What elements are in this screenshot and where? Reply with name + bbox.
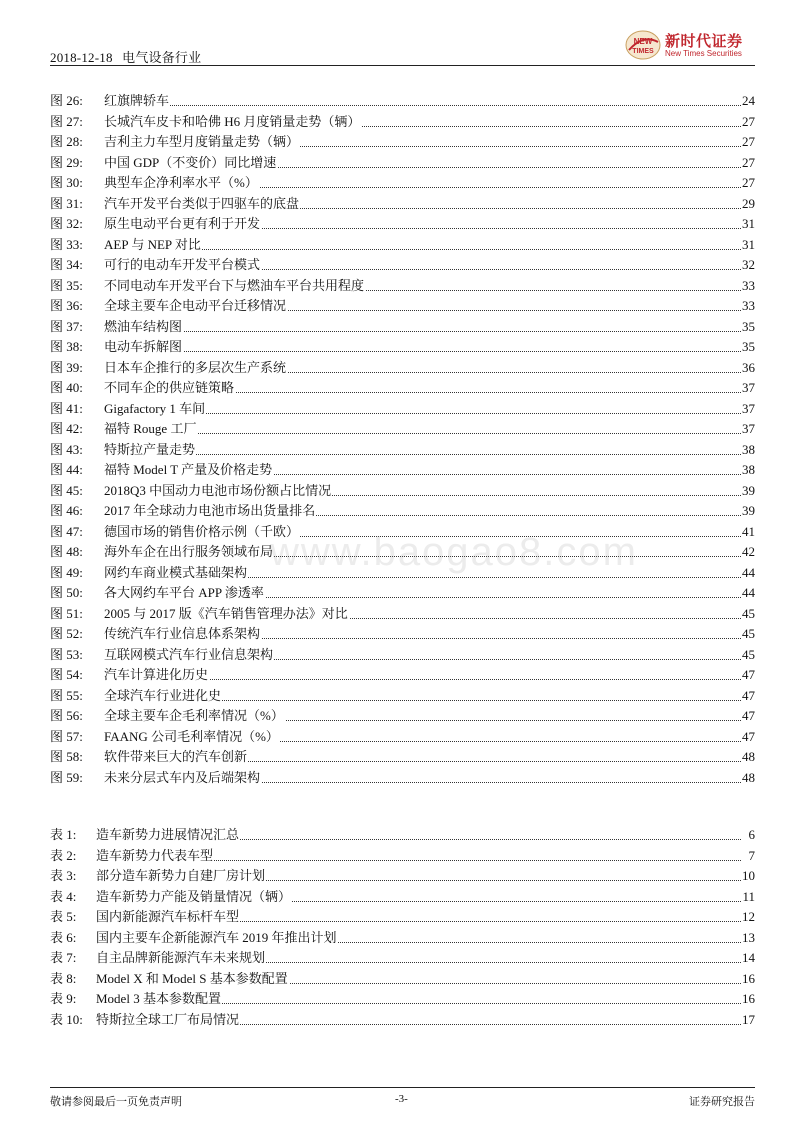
new-times-badge-icon (625, 30, 661, 60)
toc-entry-label: 图 55: (50, 687, 83, 703)
toc-entry-label: 图 39: (50, 359, 83, 375)
toc-entry[interactable] (50, 173, 755, 193)
toc-entry-page: 44 (741, 563, 755, 583)
toc-entry[interactable] (50, 153, 755, 173)
toc-entry-title: 福特 Rouge 工厂 (104, 419, 197, 439)
toc-entry-title: 日本车企推行的多层次生产系统 (104, 358, 287, 378)
toc-entry-page: 17 (741, 1010, 755, 1030)
toc-entry[interactable] (50, 928, 755, 948)
toc-entry-label: 图 38: (50, 339, 83, 354)
toc-dot-leader (104, 433, 741, 434)
toc-entry[interactable] (50, 866, 755, 886)
toc-entry[interactable] (50, 296, 755, 316)
toc-entry-label: 图 58: (50, 749, 83, 764)
toc-entry-page: 13 (741, 928, 755, 948)
toc-entry[interactable] (50, 706, 755, 726)
toc-entry-title: 全球主要车企毛利率情况（%） (104, 706, 285, 726)
watermark: www.baogao8.com (270, 530, 638, 574)
toc-entry[interactable] (50, 440, 755, 460)
toc-entry[interactable] (50, 686, 755, 706)
toc-entry-page: 47 (741, 665, 755, 685)
toc-entry-page: 44 (741, 583, 755, 603)
toc-entry-title: Model X 和 Model S 基本参数配置 (96, 969, 289, 989)
toc-entry-label: 图 34: (50, 257, 83, 272)
toc-dot-leader (104, 331, 741, 332)
toc-entry-label: 图 45: (50, 482, 83, 498)
toc-entry[interactable] (50, 948, 755, 968)
toc-entry[interactable] (50, 624, 755, 644)
toc-entry-label: 图 49: (50, 564, 83, 580)
badge-text-top: NEW (633, 37, 653, 46)
toc-entry-label: 图 36: (50, 298, 83, 313)
toc-entry-label: 表 8: (50, 970, 77, 986)
toc-entry[interactable] (50, 846, 755, 866)
toc-entry-title: 2005 与 2017 版《汽车销售管理办法》对比 (104, 604, 349, 624)
toc-entry-page: 42 (741, 542, 755, 562)
toc-entry[interactable] (50, 255, 755, 275)
toc-entry-label: 表 9: (50, 991, 77, 1006)
toc-entry-title: 全球汽车行业进化史 (104, 686, 222, 706)
toc-entry[interactable] (50, 132, 755, 152)
toc-entry[interactable] (50, 825, 755, 845)
toc-entry-title: 汽车计算进化历史 (104, 665, 209, 685)
toc-entry-label: 图 42: (50, 421, 83, 436)
toc-entry-label: 表 2: (50, 847, 77, 863)
toc-entry-label: 图 50: (50, 585, 83, 600)
toc-entry-page: 33 (741, 276, 755, 296)
toc-entry-title: 网约车商业模式基础架构 (104, 563, 248, 583)
toc-entry-title: Model 3 基本参数配置 (96, 989, 222, 1009)
toc-entry-page: 29 (741, 194, 755, 214)
toc-entry-page: 35 (741, 317, 755, 337)
toc-entry-label: 图 35: (50, 277, 83, 293)
toc-entry-page: 45 (741, 645, 755, 665)
toc-entry-title: AEP 与 NEP 对比 (104, 235, 202, 255)
toc-entry[interactable] (50, 501, 755, 521)
toc-entry-label: 图 54: (50, 667, 83, 682)
toc-entry-title: 软件带来巨大的汽车创新 (104, 747, 248, 767)
toc-entry-title: 各大网约车平台 APP 渗透率 (104, 583, 265, 603)
toc-entry-label: 图 30: (50, 175, 83, 190)
disclaimer-note: 敬请参阅最后一页免责声明 (50, 1096, 182, 1108)
toc-entry-label: 图 48: (50, 544, 83, 559)
toc-entry-title: 特斯拉产量走势 (104, 440, 196, 460)
toc-entry-label: 图 52: (50, 626, 83, 641)
toc-entry-title: 可行的电动车开发平台模式 (104, 255, 261, 275)
toc-entry-page: 47 (741, 686, 755, 706)
toc-entry-page: 27 (741, 132, 755, 152)
toc-entry-title: FAANG 公司毛利率情况（%） (104, 727, 280, 747)
toc-entry-title: 2017 年全球动力电池市场出货量排名 (104, 501, 316, 521)
toc-entry-label: 图 32: (50, 216, 83, 231)
toc-entry[interactable] (50, 583, 755, 603)
toc-entry[interactable] (50, 768, 755, 788)
toc-entry-page: 11 (741, 887, 755, 907)
toc-entry-label: 表 1: (50, 827, 77, 842)
toc-entry-title: 自主品牌新能源汽车未来规划 (96, 948, 266, 968)
toc-entry[interactable] (50, 563, 755, 583)
toc-entry-page: 47 (741, 727, 755, 747)
toc-entry-label: 表 3: (50, 868, 77, 883)
toc-entry[interactable] (50, 419, 755, 439)
toc-entry-label: 表 6: (50, 929, 77, 945)
toc-entry-page: 6 (748, 825, 756, 845)
toc-entry-page: 27 (741, 112, 755, 132)
toc-entry[interactable] (50, 645, 755, 665)
toc-entry[interactable] (50, 727, 755, 747)
toc-entry-label: 图 33: (50, 236, 83, 252)
toc-entry-label: 表 7: (50, 950, 77, 965)
toc-entry[interactable] (50, 91, 755, 111)
toc-entry-page: 31 (741, 235, 755, 255)
toc-entry-label: 图 40: (50, 380, 83, 395)
toc-entry-title: 部分造车新势力自建厂房计划 (96, 866, 266, 886)
toc-entry[interactable] (50, 989, 755, 1009)
toc-entry-page: 14 (741, 948, 755, 968)
toc-entry[interactable] (50, 337, 755, 357)
toc-entry-label: 图 27: (50, 113, 83, 129)
toc-entry-title: 造车新势力进展情况汇总 (96, 825, 240, 845)
toc-entry-title: 不同车企的供应链策略 (104, 378, 235, 398)
toc-entry-title: 传统汽车行业信息体系架构 (104, 624, 261, 644)
toc-entry-label: 表 10: (50, 1011, 83, 1027)
toc-entry-title: 中国 GDP（不变价）同比增速 (104, 153, 277, 173)
toc-entry-page: 39 (741, 501, 755, 521)
toc-entry-title: 互联网模式汽车行业信息架构 (104, 645, 274, 665)
toc-entry[interactable] (50, 194, 755, 214)
toc-entry-label: 图 28: (50, 134, 83, 149)
toc-entry-page: 31 (741, 214, 755, 234)
toc-entry[interactable] (50, 887, 755, 907)
toc-entry-page: 38 (741, 460, 755, 480)
toc-entry-page: 39 (741, 481, 755, 501)
toc-entry-title: 长城汽车皮卡和哈佛 H6 月度销量走势（辆） (104, 112, 361, 132)
toc-entry-title: 红旗牌轿车 (104, 91, 170, 111)
report-type: 证券研究报告 (689, 1096, 755, 1108)
badge-text-bottom: TIMES (632, 48, 654, 55)
toc-entry[interactable] (50, 317, 755, 337)
toc-entry-title: 福特 Model T 产量及价格走势 (104, 460, 273, 480)
toc-entry[interactable] (50, 460, 755, 480)
toc-entry-label: 图 46: (50, 503, 83, 518)
toc-entry-label: 图 41: (50, 400, 83, 416)
toc-entry[interactable] (50, 747, 755, 767)
toc-entry-label: 表 5: (50, 909, 77, 924)
toc-entry-title: 不同电动车开发平台下与燃油车平台共用程度 (104, 276, 365, 296)
toc-entry-page: 32 (741, 255, 755, 275)
toc-entry-title: 2018Q3 中国动力电池市场份额占比情况 (104, 481, 332, 501)
logo-english-name: New Times Securities (665, 49, 742, 58)
page-footer (50, 1093, 755, 1111)
toc-entry-label: 图 37: (50, 318, 83, 334)
toc-entry-label: 图 57: (50, 728, 83, 744)
toc-entry-label: 图 44: (50, 462, 83, 477)
toc-entry-page: 37 (741, 378, 755, 398)
toc-entry-page: 24 (741, 91, 755, 111)
toc-entry-title: 全球主要车企电动平台迁移情况 (104, 296, 287, 316)
toc-entry-label: 图 43: (50, 441, 83, 457)
toc-entry[interactable] (50, 214, 755, 234)
toc-entry-page: 7 (748, 846, 756, 866)
report-date: 2018-12-18 (50, 50, 113, 65)
toc-entry-page: 27 (741, 153, 755, 173)
logo-chinese-name: 新时代证券 (665, 32, 743, 50)
toc-entry[interactable] (50, 378, 755, 398)
toc-entry-page: 48 (741, 747, 755, 767)
toc-entry-page: 27 (741, 173, 755, 193)
toc-entry-page: 16 (741, 969, 755, 989)
toc-entry-page: 47 (741, 706, 755, 726)
toc-entry-page: 35 (741, 337, 755, 357)
toc-entry-label: 图 59: (50, 769, 83, 785)
toc-entry-title: 造车新势力代表车型 (96, 846, 214, 866)
toc-entry[interactable] (50, 235, 755, 255)
toc-entry-label: 图 26: (50, 93, 83, 108)
toc-entry-label: 图 31: (50, 195, 83, 211)
toc-entry[interactable] (50, 665, 755, 685)
toc-dot-leader (104, 105, 741, 106)
toc-entry-label: 图 47: (50, 523, 83, 539)
toc-entry-title: 国内主要车企新能源汽车 2019 年推出计划 (96, 928, 338, 948)
toc-dot-leader (104, 454, 741, 455)
toc-entry-title: 吉利主力车型月度销量走势（辆） (104, 132, 300, 152)
page-number: -3- (395, 1093, 408, 1105)
toc-entry[interactable] (50, 358, 755, 378)
toc-entry-label: 图 51: (50, 605, 83, 621)
toc-entry-title: 典型车企净利率水平（%） (104, 173, 259, 193)
toc-entry-label: 图 56: (50, 708, 83, 723)
footer-divider (50, 1087, 755, 1088)
toc-entry[interactable] (50, 112, 755, 132)
toc-entry-label: 图 29: (50, 154, 83, 170)
toc-entry[interactable] (50, 542, 755, 562)
toc-entry-page: 38 (741, 440, 755, 460)
toc-entry[interactable] (50, 399, 755, 419)
page-header (50, 28, 755, 66)
toc-entry-page: 37 (741, 419, 755, 439)
header-info (50, 47, 207, 66)
toc-entry-label: 图 53: (50, 646, 83, 662)
toc-entry-page: 12 (741, 907, 755, 927)
toc-entry-page: 36 (741, 358, 755, 378)
toc-entry-page: 33 (741, 296, 755, 316)
toc-entry-title: 原生电动平台更有利于开发 (104, 214, 261, 234)
toc-entry-page: 48 (741, 768, 755, 788)
toc-entry-page: 45 (741, 604, 755, 624)
toc-entry[interactable] (50, 907, 755, 927)
toc-dot-leader (104, 351, 741, 352)
toc-entry[interactable] (50, 522, 755, 542)
toc-entry[interactable] (50, 276, 755, 296)
toc-entry-title: 国内新能源汽车标杆车型 (96, 907, 240, 927)
toc-entry-title: 德国市场的销售价格示例（千欧） (104, 522, 300, 542)
toc-entry-title: 燃油车结构图 (104, 317, 183, 337)
industry-name: 电气设备行业 (122, 50, 202, 65)
toc-entry-page: 37 (741, 399, 755, 419)
toc-entry-title: 特斯拉全球工厂布局情况 (96, 1010, 240, 1030)
toc-entry-page: 45 (741, 624, 755, 644)
toc-entry-title: 未来分层式车内及后端架构 (104, 768, 261, 788)
toc-entry[interactable] (50, 969, 755, 989)
toc-entry-label: 表 4: (50, 888, 77, 904)
toc-entry-title: 汽车开发平台类似于四驱车的底盘 (104, 194, 300, 214)
toc-entry-page: 10 (741, 866, 755, 886)
header-divider (50, 65, 755, 66)
toc-entry-title: 造车新势力产能及销量情况（辆） (96, 887, 292, 907)
toc-entry-title: 电动车拆解图 (104, 337, 183, 357)
toc-entry-title: Gigafactory 1 车间 (104, 399, 206, 419)
toc-entry-title: 海外车企在出行服务领域布局 (104, 542, 274, 562)
toc-entry[interactable] (50, 604, 755, 624)
toc-entry[interactable] (50, 1010, 755, 1030)
toc-entry-page: 41 (741, 522, 755, 542)
toc-entry[interactable] (50, 481, 755, 501)
toc-entry-page: 16 (741, 989, 755, 1009)
company-logo (625, 28, 755, 62)
